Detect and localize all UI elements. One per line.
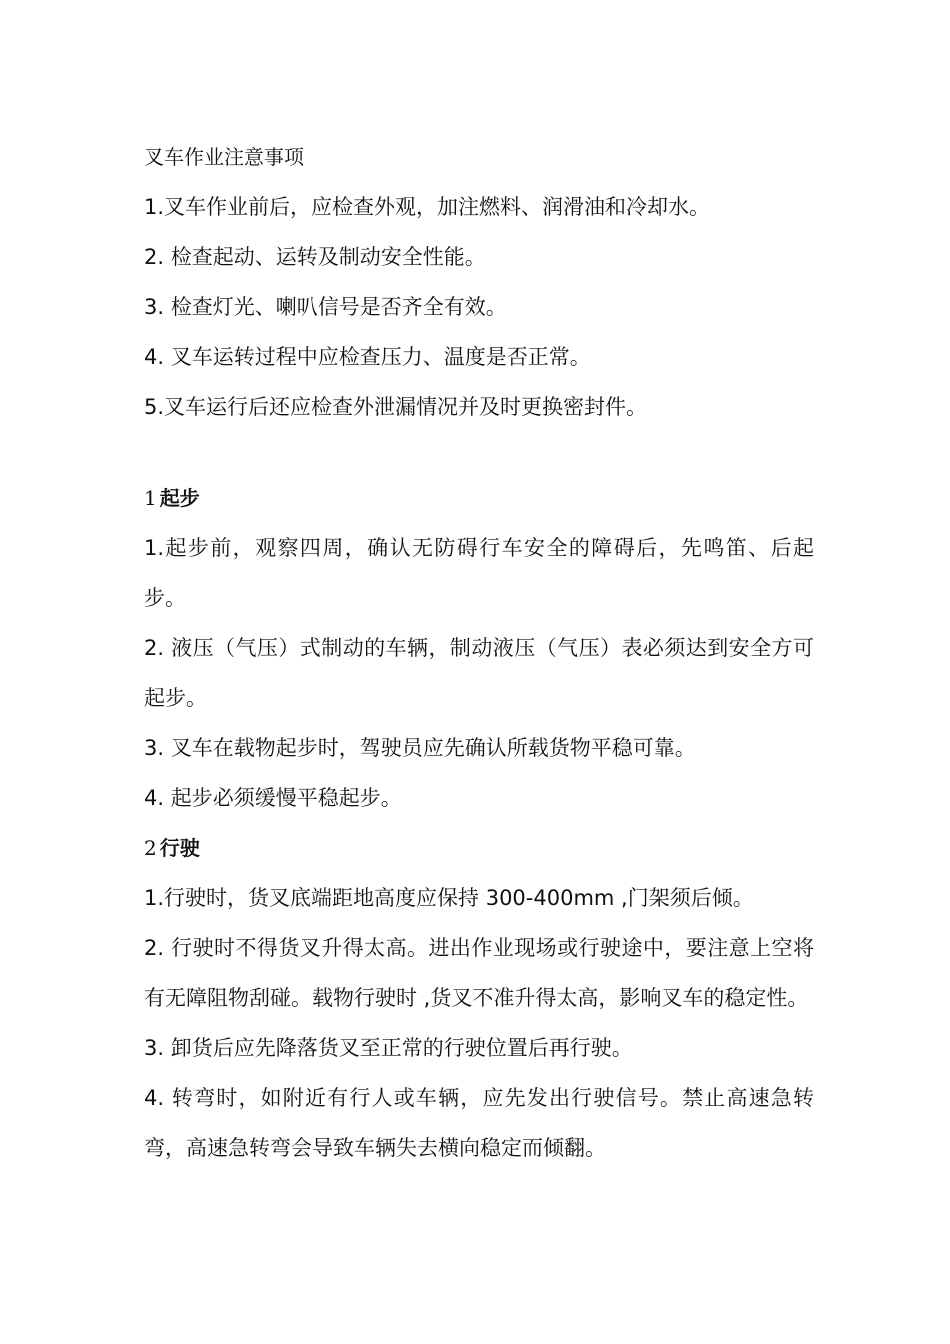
section-item: 3. 卸货后应先降落货叉至正常的行驶位置后再行驶。 [144,1036,633,1060]
section-item: 4. 起步必须缓慢平稳起步。 [144,786,402,810]
intro-item: 4. 叉车运转过程中应检查压力、温度是否正常。 [144,345,591,369]
section-item: 2. 行驶时不得货叉升得太高。进出作业现场或行驶途中，要注意上空将有无障阻物刮碰。载物行驶时 ,货叉不准升得太高，影响叉车的稳定性。 [144,936,814,1010]
intro-item: 1.叉车作业前后，应检查外观，加注燃料、润滑油和冷却水。 [144,195,711,219]
section-title: 行驶 [159,836,200,860]
section-item: 4. 转弯时，如附近有行人或车辆，应先发出行驶信号。禁止高速急转弯，高速急转弯会导致车辆失去横向稳定而倾翻。 [144,1086,814,1160]
document-title: 叉车作业注意事项 [144,145,304,169]
section-number: 1 [144,486,157,510]
intro-item: 5.叉车运行后还应检查外泄漏情况并及时更换密封件。 [144,395,648,419]
section-item: 3. 叉车在载物起步时，驾驶员应先确认所载货物平稳可靠。 [144,736,696,760]
intro-item: 3. 检查灯光、喇叭信号是否齐全有效。 [144,295,507,319]
section-heading-driving [144,823,814,873]
section-item: 2. 液压（气压）式制动的车辆，制动液压（气压）表必须达到安全方可起步。 [144,636,814,710]
section-number: 2 [144,836,157,860]
section-title: 起步 [159,486,200,510]
section-heading-start [144,473,814,523]
document-page [144,132,814,1173]
section-item: 1.行驶时，货叉底端距地高度应保持 300-400mm ,门架须后倾。 [144,886,754,910]
intro-item: 2. 检查起动、运转及制动安全性能。 [144,245,486,269]
section-item: 1.起步前，观察四周，确认无防碍行车安全的障碍后，先鸣笛、后起步。 [144,536,814,610]
spacer [144,432,814,473]
